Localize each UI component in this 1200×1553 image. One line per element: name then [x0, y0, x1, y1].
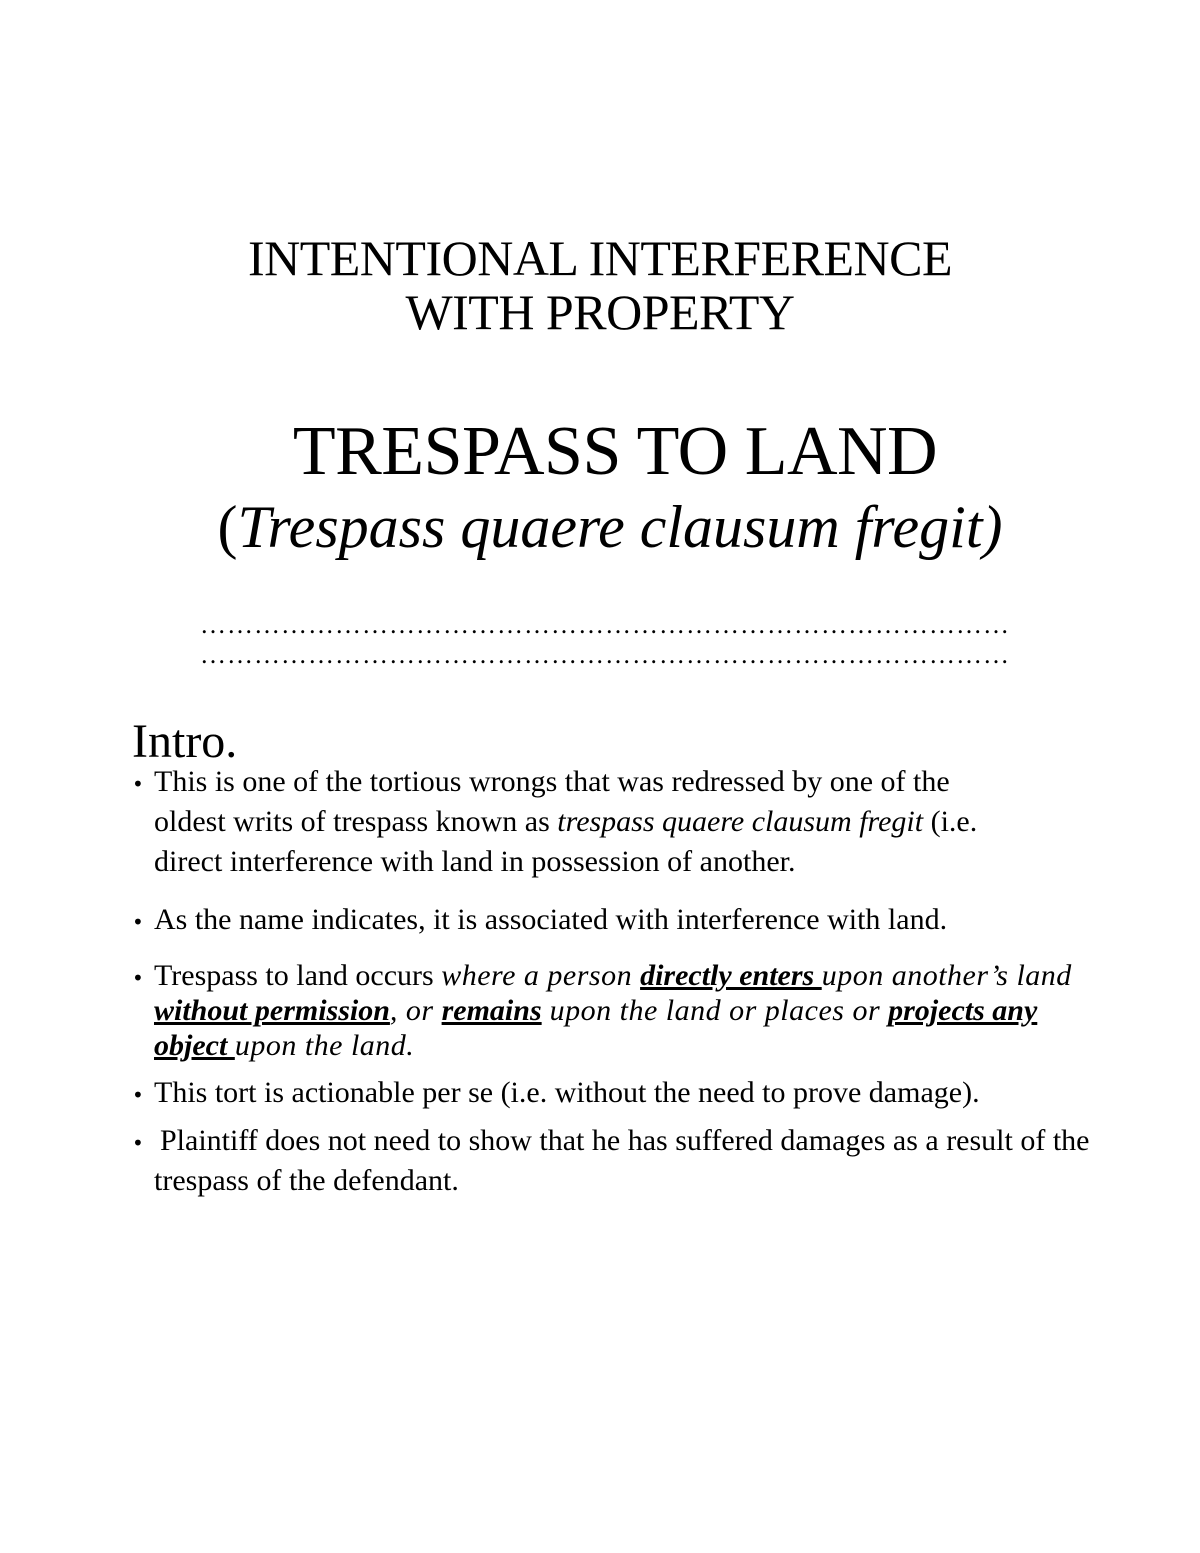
section-heading-line-1: INTENTIONAL INTERFERENCE: [247, 230, 953, 286]
bullet-1-line-3: direct interference with land in possession of another.: [154, 845, 796, 878]
dotted-line-2: ………………………………………………………………………………: [200, 640, 1010, 669]
bullet-icon: [132, 958, 144, 996]
subtitle-open-paren: (: [217, 494, 238, 560]
bullet-1-line-2: [154, 802, 1092, 842]
bullet-1-latin-term: trespass quaere clausum fregit: [557, 805, 924, 838]
intro-heading: Intro.: [132, 715, 238, 768]
subtitle-latin-text: Trespass quaere clausum fregit): [237, 494, 1003, 560]
bullet-3-pre: Trespass to land occurs: [154, 959, 442, 992]
bullet-item-definition: [132, 958, 1092, 1063]
bullet-1-line-2-post: (i.e.: [923, 805, 978, 838]
bullet-3-emph-1: where a person: [441, 959, 641, 992]
latin-subtitle: [0, 493, 1200, 561]
bullet-item-no-damage-needed: [132, 1121, 1092, 1201]
bullet-2-text: As the name indicates, it is associated with interference with land.: [154, 903, 948, 936]
page-title: TRESPASS TO LAND: [292, 413, 938, 490]
bullet-5-text: Plaintiff does not need to show that he has suffered damages as a result of the trespass of the defendant.: [154, 1124, 1090, 1197]
bullet-list: [132, 762, 1092, 1201]
bullet-4-text: This tort is actionable per se (i.e. without the need to prove damage).: [154, 1076, 980, 1109]
bullet-3-key-without-permission: without permission: [154, 994, 390, 1027]
bullet-icon: [132, 900, 144, 942]
bullet-1-line-2-pre: oldest writs of trespass known as: [154, 805, 558, 838]
bullet-icon: [132, 762, 144, 804]
bullet-3-emph-5: upon the land.: [234, 1029, 415, 1062]
bullet-3-emph-2: upon another’s land: [821, 959, 1072, 992]
bullet-item-writ-history: [132, 762, 1092, 882]
bullet-3-key-directly-enters: directly enters: [640, 959, 822, 992]
bullet-1-line-1: This is one of the tortious wrongs that was redressed by one of the: [154, 765, 950, 798]
bullet-icon: [132, 1073, 144, 1115]
section-heading-line-2: WITH PROPERTY: [405, 284, 795, 340]
dotted-line-1: ………………………………………………………………………………: [200, 610, 1010, 639]
bullet-3-emph-3: , or: [389, 994, 442, 1027]
bullet-3-key-projects-any-object: projects any object: [154, 994, 1038, 1062]
bullet-3-key-remains: remains: [441, 994, 542, 1027]
bullet-3-emph-4: upon the land or places or: [541, 994, 889, 1027]
bullet-icon: [132, 1121, 144, 1163]
bullet-item-actionable-per-se: [132, 1073, 1092, 1113]
bullet-item-name-meaning: [132, 900, 1092, 940]
